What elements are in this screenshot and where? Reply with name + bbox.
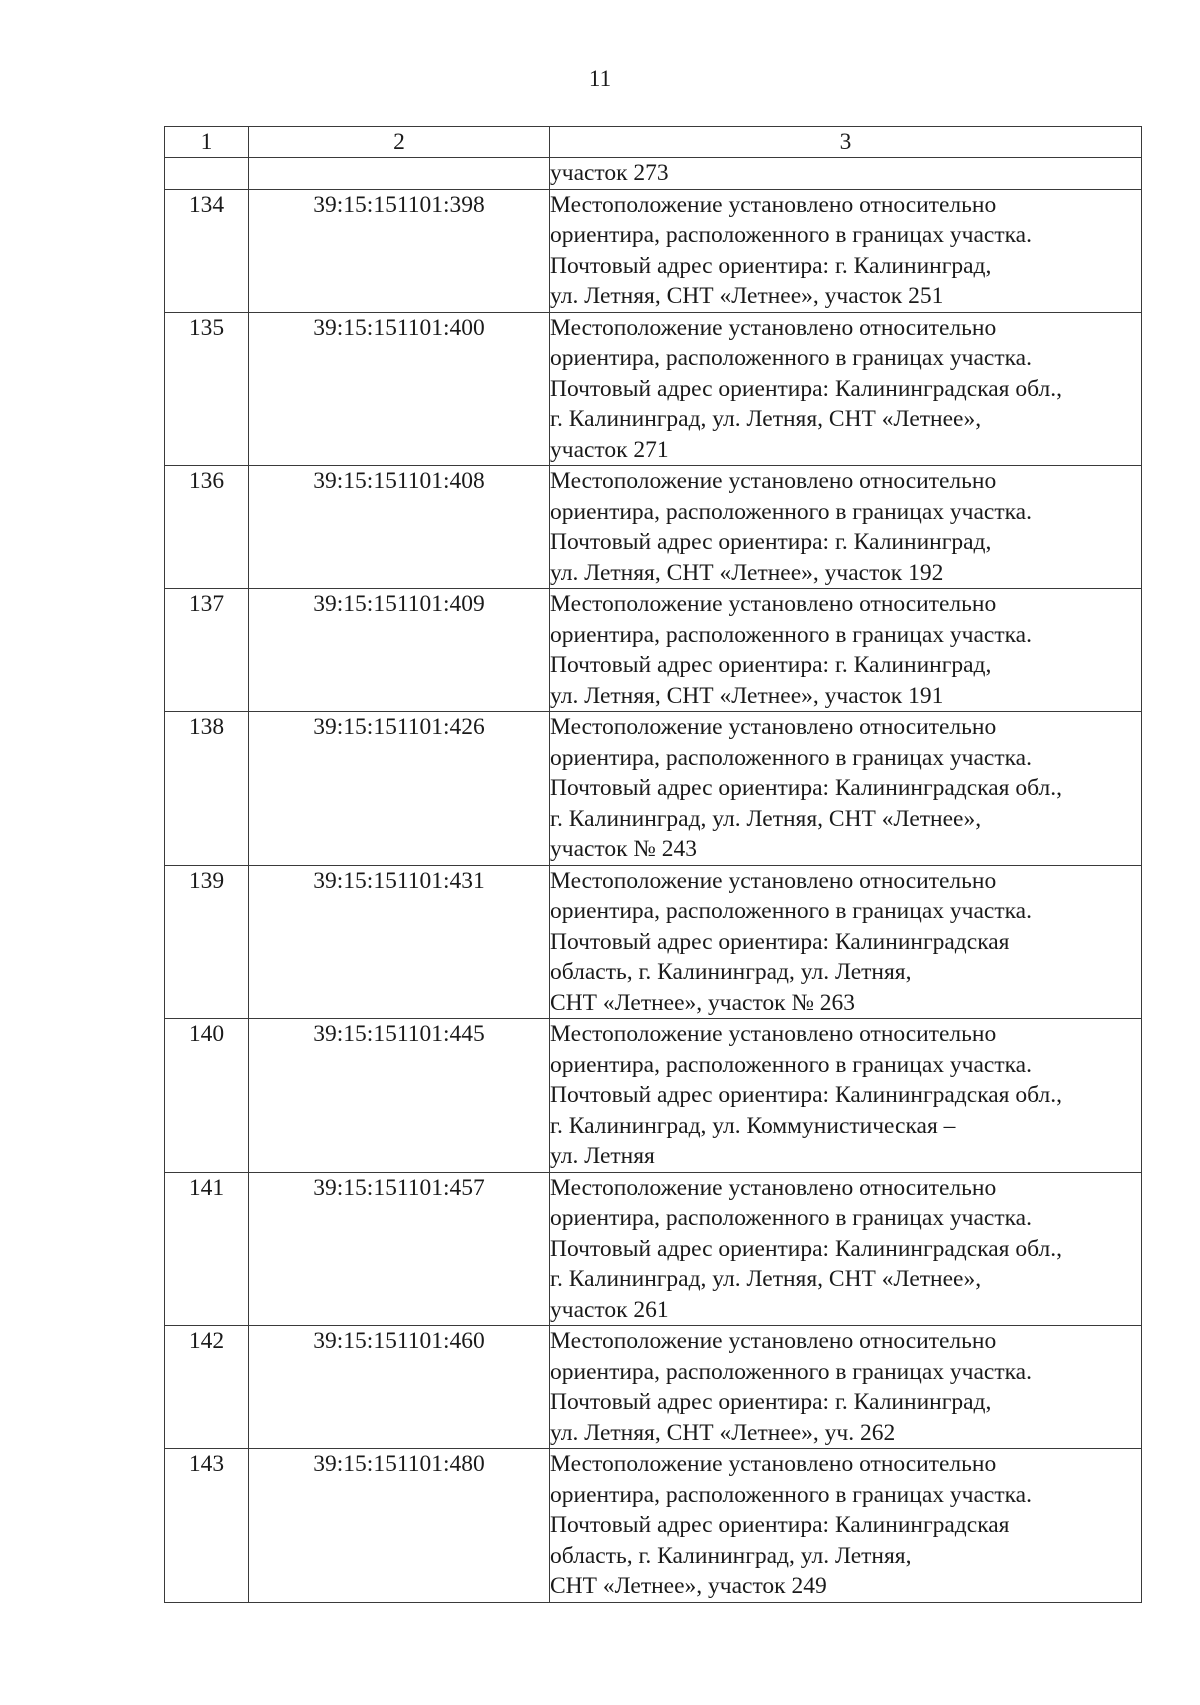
row-number-cell: 141: [165, 1172, 249, 1326]
column-header-2: 2: [249, 127, 550, 158]
address-cell: [550, 466, 1142, 589]
table-row: [165, 1449, 1142, 1603]
address-line: ориентира, расположенного в границах участка.: [550, 898, 1032, 924]
address-line: ориентира, расположенного в границах участка.: [550, 621, 1032, 648]
row-number-cell: 136: [165, 466, 249, 589]
cadastral-number-cell: 39:15:151101:400: [249, 312, 550, 466]
address-line: Почтовый адрес ориентира: г. Калининград,: [550, 529, 992, 555]
address-line: СНТ «Летнее», участок № 263: [550, 989, 856, 1016]
address-line: ориентира, расположенного в границах участка.: [550, 498, 1032, 525]
address-line: ул. Летняя: [550, 1143, 655, 1169]
cadastral-number-cell: 39:15:151101:457: [249, 1172, 550, 1326]
address-cell: [550, 158, 1142, 190]
address-line: ориентира, расположенного в границах участка.: [550, 222, 1032, 248]
address-line: участок 261: [550, 1296, 669, 1323]
address-cell: [550, 189, 1142, 312]
address-line: Местоположение установлено относительно: [550, 191, 997, 218]
address-line: ул. Летняя, СНТ «Летнее», участок 192: [550, 559, 944, 586]
address-line: Почтовый адрес ориентира: Калининградская обл.,: [550, 375, 1062, 402]
table-row: [165, 312, 1142, 466]
address-line: ул. Летняя, СНТ «Летнее», участок 191: [550, 682, 944, 709]
address-cell: [550, 712, 1142, 866]
address-line: область, г. Калининград, ул. Летняя,: [550, 959, 912, 985]
address-cell: [550, 1449, 1142, 1603]
land-plot-table: [164, 126, 1142, 1603]
address-line: участок № 243: [550, 836, 697, 862]
cadastral-number-cell: 39:15:151101:460: [249, 1326, 550, 1449]
table-row: [165, 589, 1142, 712]
address-line: Почтовый адрес ориентира: г. Калининград,: [550, 1389, 992, 1415]
address-line: г. Калининград, ул. Летняя, СНТ «Летнее»,: [550, 805, 982, 832]
row-number-cell: [165, 158, 249, 190]
table-row: [165, 189, 1142, 312]
row-number-cell: 139: [165, 865, 249, 1019]
address-cell: [550, 1172, 1142, 1326]
table-row: [165, 865, 1142, 1019]
column-header-1: 1: [165, 127, 249, 158]
address-line: Почтовый адрес ориентира: Калининградская обл.,: [550, 1082, 1062, 1108]
address-line: Местоположение установлено относительно: [550, 591, 997, 617]
address-line: ориентира, расположенного в границах участка.: [550, 1051, 1032, 1078]
address-line: г. Калининград, ул. Летняя, СНТ «Летнее»,: [550, 1266, 982, 1292]
row-number-cell: 135: [165, 312, 249, 466]
address-line: Местоположение установлено относительно: [550, 1451, 997, 1477]
address-line: ориентира, расположенного в границах участка.: [550, 1358, 1032, 1385]
address-line: ул. Летняя, СНТ «Летнее», участок 251: [550, 283, 944, 309]
table-row: [165, 466, 1142, 589]
address-line: Местоположение установлено относительно: [550, 1328, 997, 1354]
continuation-row: [165, 158, 1142, 190]
table-body: [165, 158, 1142, 1603]
address-line: ориентира, расположенного в границах участка.: [550, 1205, 1032, 1231]
row-number-cell: 140: [165, 1019, 249, 1173]
cadastral-number-cell: [249, 158, 550, 190]
row-number-cell: 142: [165, 1326, 249, 1449]
cadastral-number-cell: 39:15:151101:408: [249, 466, 550, 589]
address-line: Местоположение установлено относительно: [550, 1021, 997, 1047]
address-line: Местоположение установлено относительно: [550, 867, 997, 894]
address-line: участок 273: [550, 160, 669, 186]
cadastral-number-cell: 39:15:151101:431: [249, 865, 550, 1019]
row-number-cell: 138: [165, 712, 249, 866]
address-line: Почтовый адрес ориентира: Калининградская: [550, 928, 1010, 955]
table-header-row: [165, 127, 1142, 158]
row-number-cell: 137: [165, 589, 249, 712]
cadastral-number-cell: 39:15:151101:480: [249, 1449, 550, 1603]
address-line: Местоположение установлено относительно: [550, 1174, 997, 1201]
address-cell: [550, 312, 1142, 466]
address-line: область, г. Калининград, ул. Летняя,: [550, 1542, 912, 1569]
address-cell: [550, 865, 1142, 1019]
cadastral-number-cell: 39:15:151101:445: [249, 1019, 550, 1173]
address-line: Почтовый адрес ориентира: г. Калининград,: [550, 652, 992, 678]
address-line: участок 271: [550, 436, 669, 463]
address-line: Почтовый адрес ориентира: Калининградская обл.,: [550, 775, 1062, 801]
page-number: 11: [588, 66, 612, 91]
address-line: г. Калининград, ул. Летняя, СНТ «Летнее»,: [550, 406, 982, 432]
address-line: Почтовый адрес ориентира: г. Калининград,: [550, 252, 992, 279]
address-line: ориентира, расположенного в границах участка.: [550, 744, 1032, 771]
row-number-cell: 143: [165, 1449, 249, 1603]
cadastral-number-cell: 39:15:151101:409: [249, 589, 550, 712]
address-cell: [550, 1326, 1142, 1449]
address-line: ориентира, расположенного в границах участка.: [550, 345, 1032, 371]
table-row: [165, 712, 1142, 866]
table-row: [165, 1172, 1142, 1326]
row-number-cell: 134: [165, 189, 249, 312]
address-line: Местоположение установлено относительно: [550, 714, 997, 740]
address-line: ул. Летняя, СНТ «Летнее», уч. 262: [550, 1419, 896, 1446]
table-row: [165, 1019, 1142, 1173]
table-row: [165, 1326, 1142, 1449]
cadastral-number-cell: 39:15:151101:426: [249, 712, 550, 866]
address-line: Местоположение установлено относительно: [550, 468, 997, 494]
address-line: СНТ «Летнее», участок 249: [550, 1573, 827, 1599]
address-line: Почтовый адрес ориентира: Калининградская обл.,: [550, 1235, 1062, 1262]
address-line: Почтовый адрес ориентира: Калининградская: [550, 1512, 1010, 1538]
address-line: ориентира, расположенного в границах участка.: [550, 1481, 1032, 1508]
address-line: Местоположение установлено относительно: [550, 314, 997, 341]
column-header-3: 3: [550, 127, 1142, 158]
address-cell: [550, 1019, 1142, 1173]
cadastral-number-cell: 39:15:151101:398: [249, 189, 550, 312]
address-line: г. Калининград, ул. Коммунистическая –: [550, 1112, 956, 1139]
address-cell: [550, 589, 1142, 712]
